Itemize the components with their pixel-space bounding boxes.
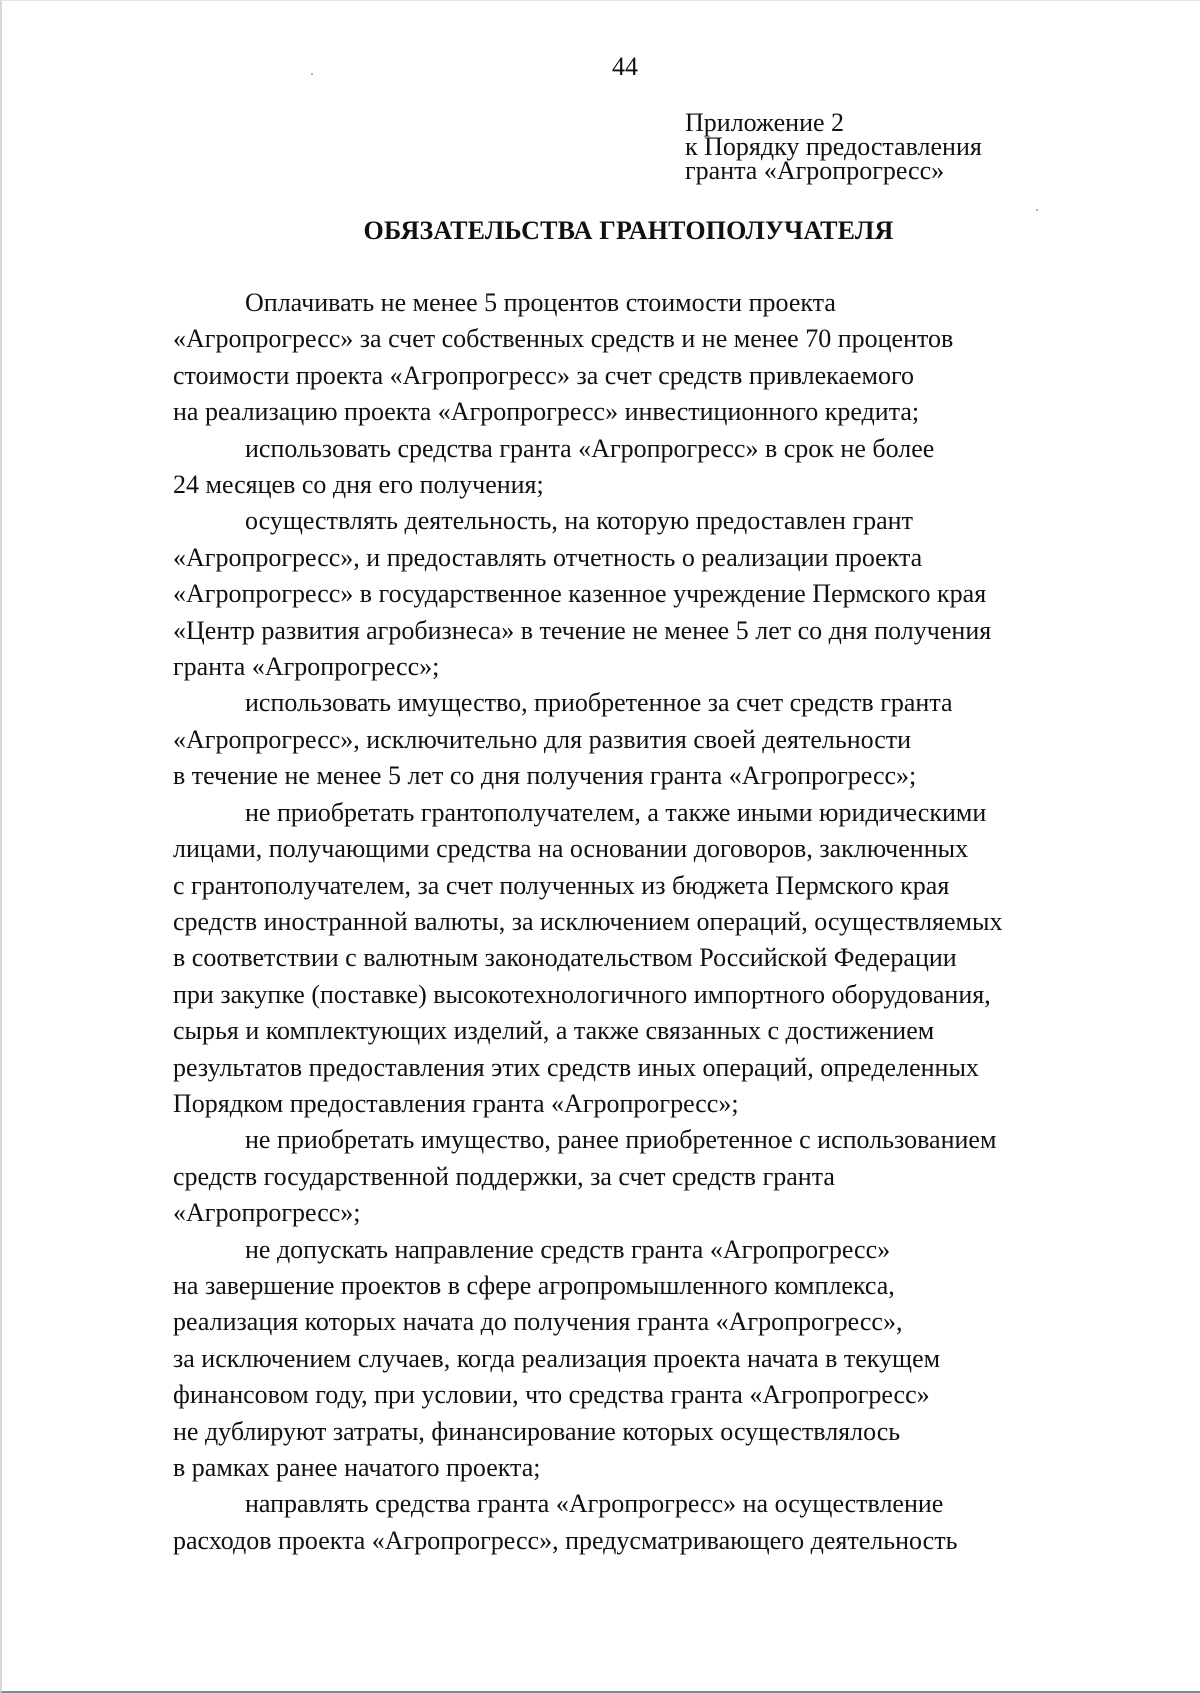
paragraph-7: не допускать направление средств гранта «Агропрогресс» на завершение проектов в сфере агропромышленного комплекса, реализация которых начата до получения гранта «Агропрогресс», за исключением случаев, когда реализация проекта начата в текущем финансовом году, при условии, что средства гранта «Агропрогресс» не дублируют затраты, финансирование которых осуществлялось в рамках ранее начатого проекта; bbox=[173, 1234, 941, 1482]
paragraph-5: не приобретать грантополучателем, а также иными юридическими лицами, получающими средства на основании договоров, заключенных с грантополучателем, за счет полученных из бюджета Пермского края средств иностранной валюты, за исключением операций, осуществляемых в соответствии с валютным законодательством Российской Федерации при закупке (поставке) высокотехнологичного импортного оборудования, сырья и комплектующих изделий, а также связанных с достижением результатов предоставления этих средств иных операций, определенных Порядком предоставления гранта «Агропрогресс»; bbox=[173, 797, 1003, 1118]
paragraph-2: использовать средства гранта «Агропрогресс» в срок не более 24 месяцев со дня его получения; bbox=[173, 433, 935, 500]
page-number: 44 bbox=[612, 52, 638, 81]
scan-speck bbox=[1036, 209, 1038, 211]
paragraph-6: не приобретать имущество, ранее приобретенное с использованием средств государственной поддержки, за счет средств гранта «Агропрогресс»; bbox=[173, 1125, 997, 1228]
paragraph-8: направлять средства гранта «Агропрогресс» на осуществление расходов проекта «Агропрогресс», предусматривающего деятельность bbox=[173, 1489, 958, 1555]
appendix-header bbox=[685, 108, 982, 185]
paragraph-4: использовать имущество, приобретенное за счет средств гранта «Агропрогресс», исключительно для развития своей деятельности в течение не менее 5 лет со дня получения гранта «Агропрогресс»; bbox=[173, 688, 953, 791]
obligations-text bbox=[173, 285, 1081, 1559]
appendix-line-3: гранта «Агропрогресс» bbox=[685, 156, 945, 185]
paragraph-3: осуществлять деятельность, на которую предоставлен грант «Агропрогресс», и предоставлять отчетность о реализации проекта «Агропрогресс» в государственное казенное учреждение Пермского края «Центр развития агробизнеса» в течение не менее 5 лет со дня получения гранта «Агропрогресс»; bbox=[173, 506, 992, 682]
paragraph-1: Оплачивать не менее 5 процентов стоимости проекта «Агропрогресс» за счет собственных средств и не менее 70 процентов стоимости проекта «Агропрогресс» за счет средств привлекаемого на реализацию проекта «Агропрогресс» инвестиционного кредита; bbox=[173, 288, 954, 427]
appendix-line-2: к Порядку предоставления bbox=[685, 132, 982, 161]
document-title: ОБЯЗАТЕЛЬСТВА ГРАНТОПОЛУЧАТЕЛЯ bbox=[363, 216, 894, 245]
appendix-line-1: Приложение 2 bbox=[685, 108, 845, 137]
